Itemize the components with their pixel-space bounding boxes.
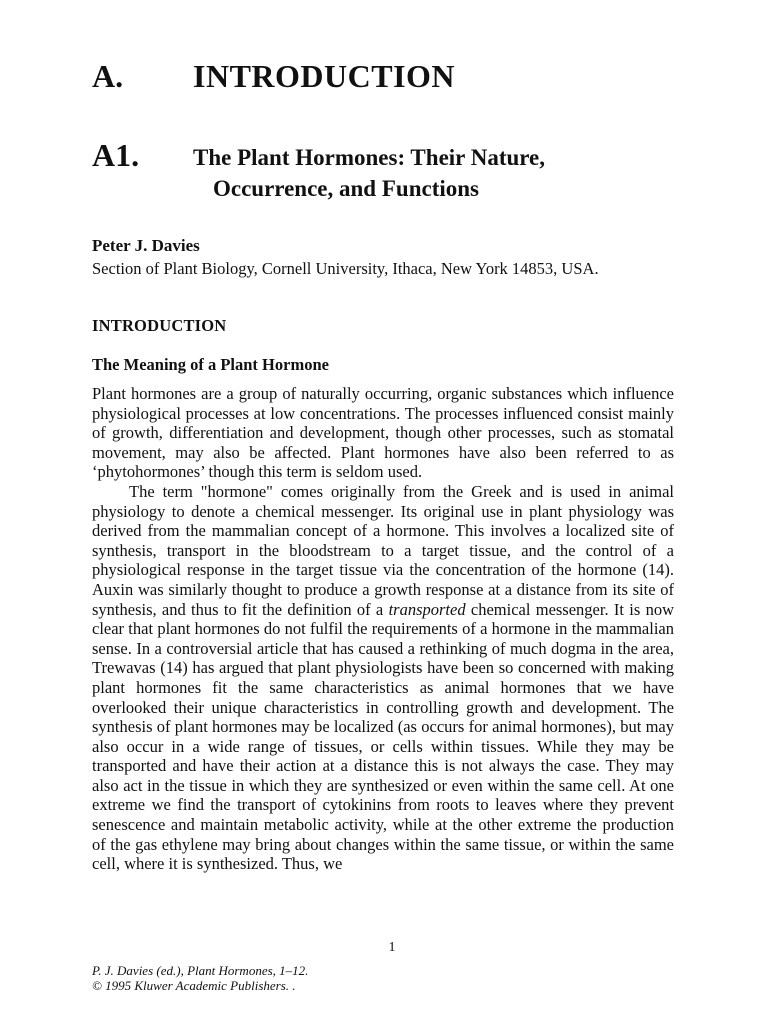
subsection-heading: The Meaning of a Plant Hormone — [92, 355, 329, 374]
chapter-title — [193, 142, 663, 204]
paragraph-2-part1: The term "hormone" comes originally from the Greek and is used in animal physiology to denote a chemical messenger. Its original use in plant physiology was derived from the mammalian concept of a hormone. This involves a localized site of synthesis, transport in the bloodstream to a target tissue, and the control of a physiological response in the target tissue via the concentration of the hormone (14). Auxin was similarly thought to produce a growth response at a distance from its site of synthesis, and thus to fit the definition of a — [92, 481, 674, 619]
copyright-line: © 1995 Kluwer Academic Publishers. . — [92, 978, 296, 993]
body-text — [92, 384, 674, 874]
chapter-title-line2: Occurrence, and Functions — [213, 176, 479, 201]
paragraph-2-part2: chemical messenger. It is now clear that plant hormones do not fulfil the requirements of a hormone in the mammalian sense. In a controversial article that has caused a rethinking of much dogma in the area, Trewavas (14) has argued that plant physiologists have been so concerned with making plant hormones fit the same characteristics as animal hormones that we have overlooked their unique characteristics in controlling growth and development. The synthesis of plant hormones may be localized (as occurs for animal hormones), but may also occur in a wide range of tissues, or cells within tissues. While they may be transported and have their action at a distance this is not always the case. They may also act in the tissue in which they are synthesized or even within the same cell. At one extreme we find the transport of cytokinins from roots to leaves where they prevent senescence and maintain metabolic activity, while at the other extreme the production of the gas ethylene may bring about changes within the same tissue, or within the same cell, where it is synthesized. Thus, we — [92, 599, 674, 874]
author-affiliation: Section of Plant Biology, Cornell University, Ithaca, New York 14853, USA. — [92, 259, 599, 278]
citation-footer — [92, 963, 308, 993]
chapter-number: A1. — [92, 137, 140, 173]
page-number: 1 — [388, 940, 396, 955]
emphasis-transported: transported — [388, 599, 466, 619]
paragraph-1: Plant hormones are a group of naturally occurring, organic substances which influence physiological processes at low concentrations. The processes influenced consist mainly of growth, differentiation and development, though other processes, such as stomatal movement, may also be affected. Plant hormones have also been referred to as ‘phytohormones’ though this term is seldom used. — [92, 384, 674, 482]
author-name: Peter J. Davies — [92, 236, 200, 255]
section-heading: INTRODUCTION — [92, 316, 227, 335]
paragraph-2 — [92, 482, 674, 874]
book-page — [92, 0, 676, 1024]
part-number: A. — [92, 58, 124, 94]
citation-line1: P. J. Davies (ed.), Plant Hormones, 1–12. — [92, 963, 309, 978]
chapter-title-line1: The Plant Hormones: Their Nature, — [193, 145, 546, 170]
part-title: INTRODUCTION — [193, 58, 456, 94]
